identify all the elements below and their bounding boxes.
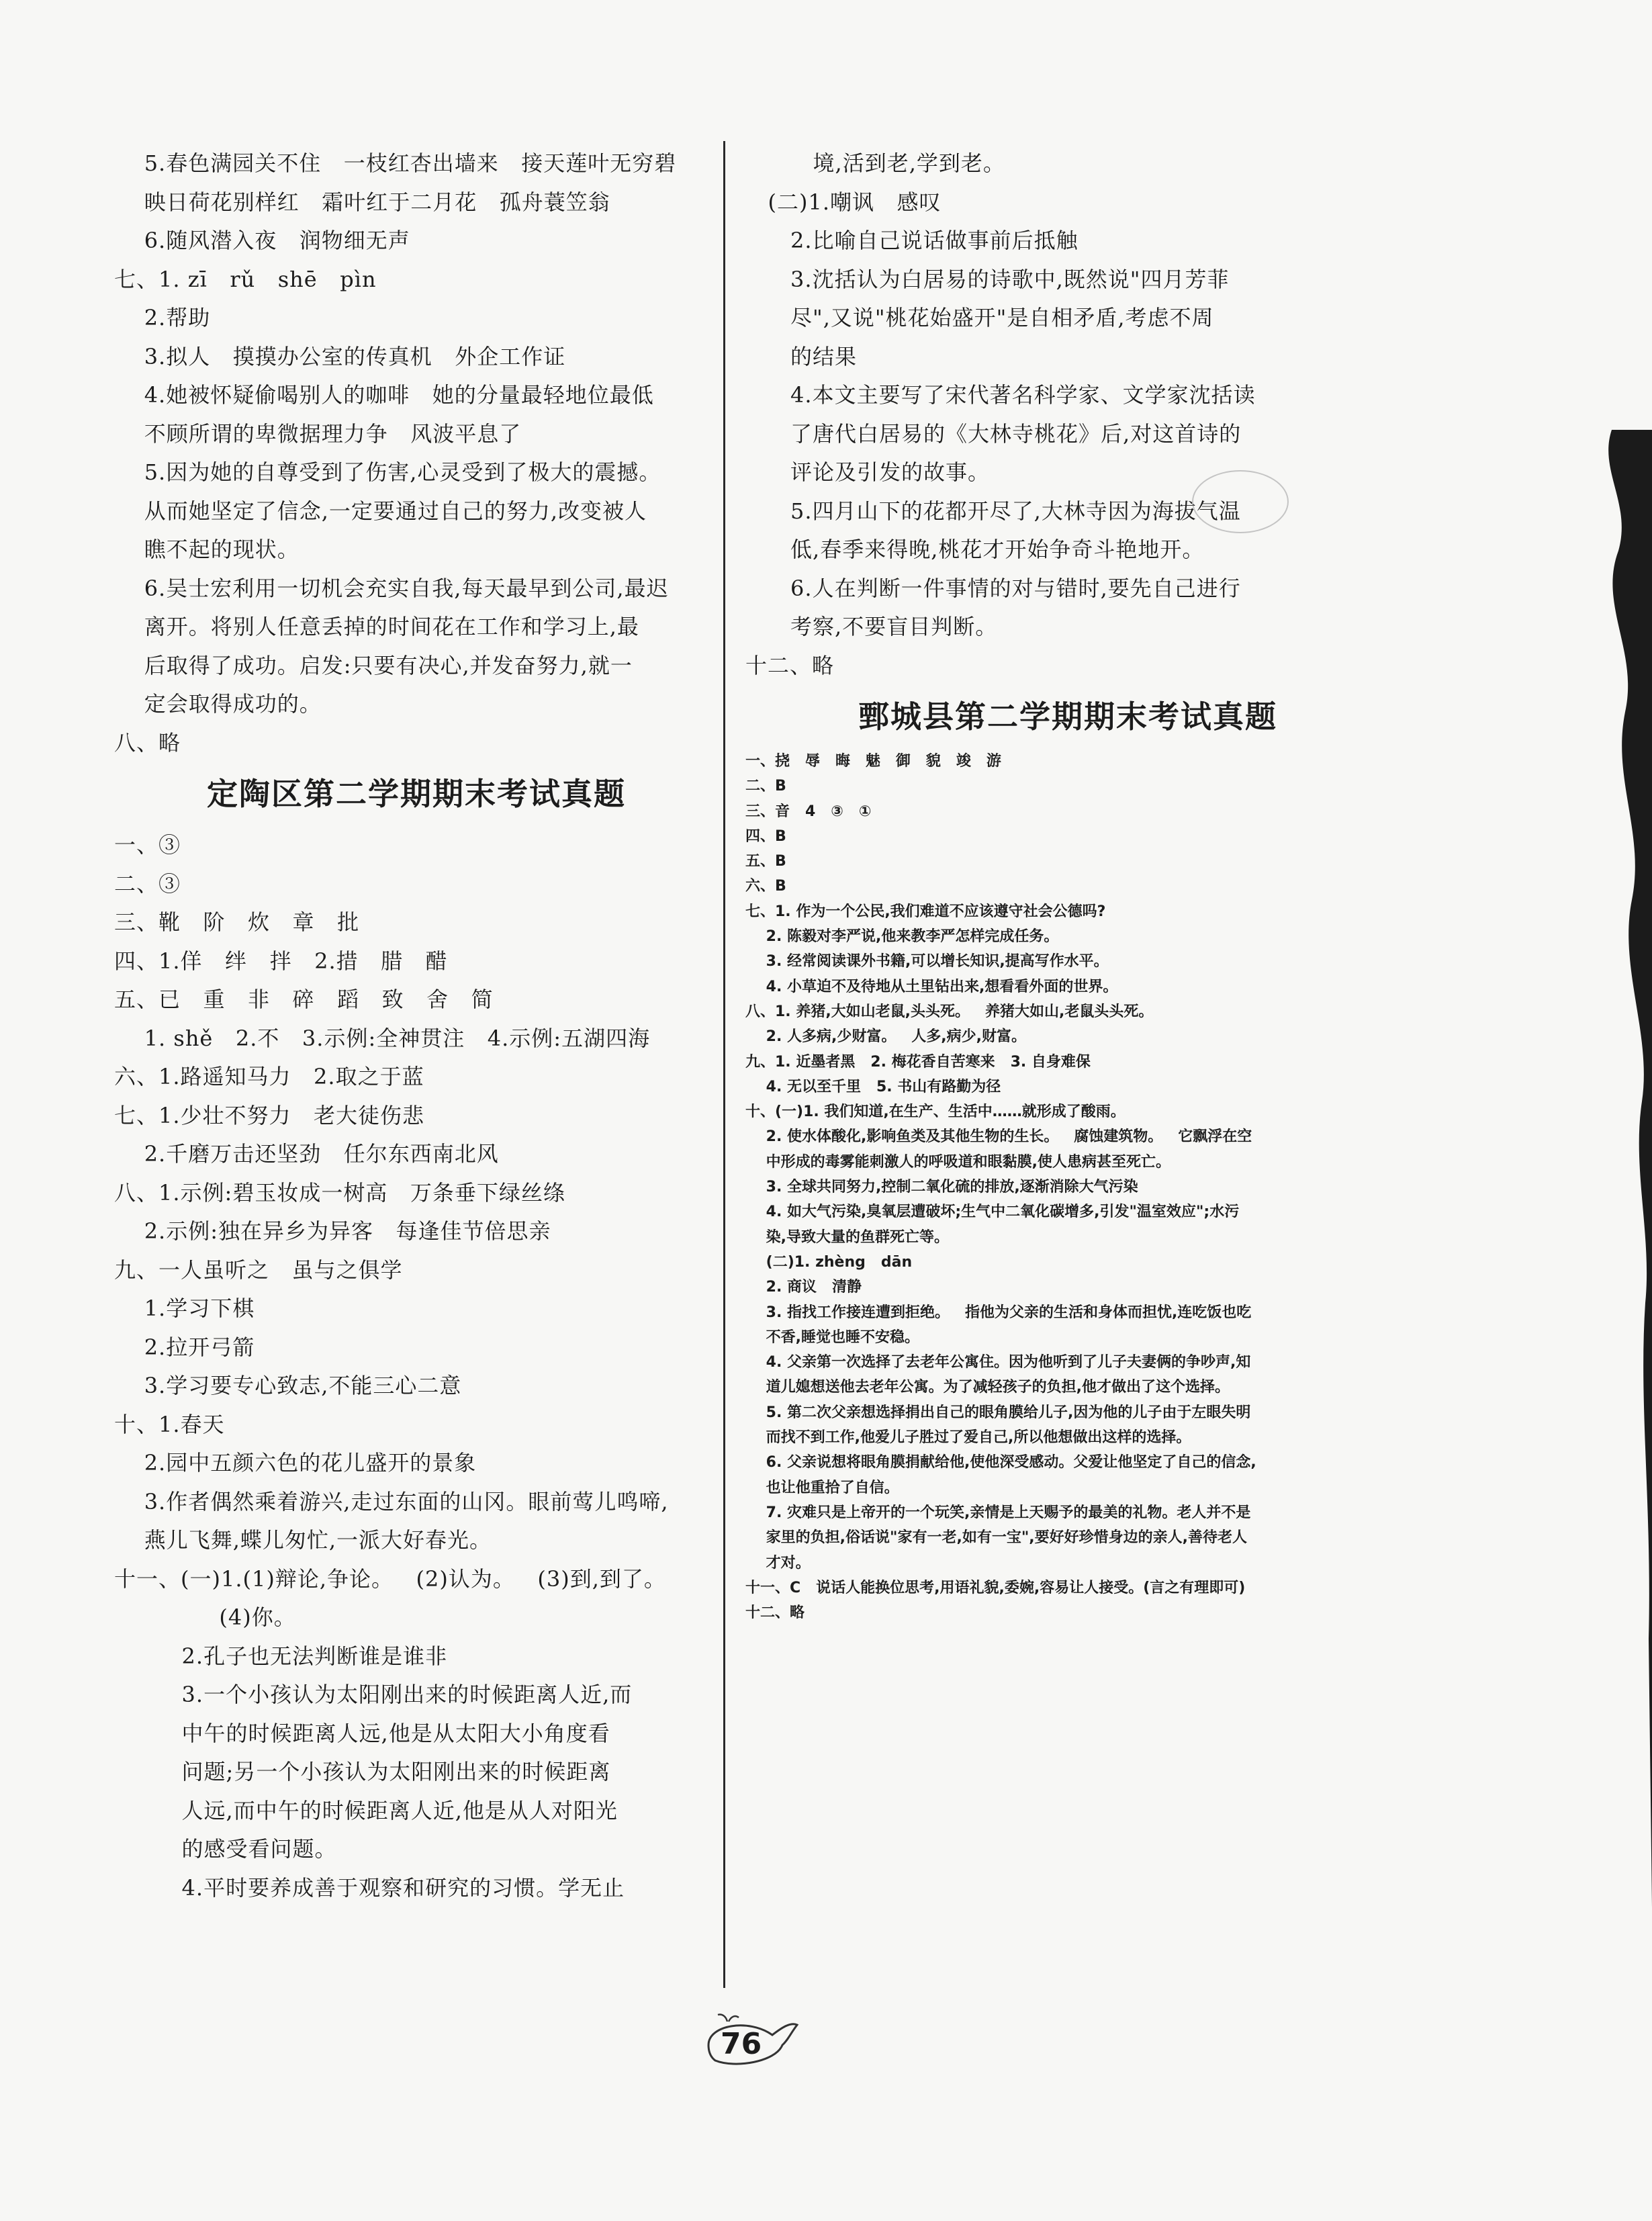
answer-line: 也让他重拾了自信。: [745, 1479, 899, 1496]
answer-line: 二、③: [114, 870, 181, 897]
answer-line: 而找不到工作,他爱儿子胜过了爱自己,所以他想做出这样的选择。: [745, 1429, 1191, 1447]
dingtao-answers: [114, 826, 719, 1907]
answer-line: 2. 陈毅对李严说,他来教李严怎样完成任务。: [745, 928, 1059, 946]
answer-line: 离开。将别人任意丢掉的时间花在工作和学习上,最: [114, 614, 639, 639]
answer-line: 道儿媳想送他去老年公寓。为了减轻孩子的负担,他才做出了这个选择。: [745, 1379, 1230, 1396]
answer-line: 七、1. 作为一个公民,我们难道不应该遵守社会公德吗?: [745, 903, 1106, 920]
answer-line: 4. 无以至千里 5. 书山有路勤为径: [745, 1078, 1001, 1095]
column-divider: [723, 141, 725, 1988]
juancheng-answers: [745, 749, 1390, 1625]
answer-line: 4.本文主要写了宋代著名科学家、文学家沈括读: [745, 382, 1256, 408]
answer-line: 2.帮助: [114, 305, 211, 330]
answer-line: 问题;另一个小孩认为太阳刚出来的时候距离: [114, 1759, 611, 1784]
answer-line: 2.园中五颜六色的花儿盛开的景象: [114, 1450, 477, 1476]
page-number: 76: [721, 2027, 762, 2061]
answer-line: 4. 父亲第一次选择了去老年公寓住。因为他听到了儿子夫妻俩的争吵声,知: [745, 1354, 1251, 1371]
answer-line: 3.沈括认为白居易的诗歌中,既然说"四月芳菲: [745, 266, 1230, 292]
answer-line: 2.孔子也无法判断谁是谁非: [114, 1643, 448, 1669]
answer-line: 十一、(一)1.(1)辩论,争论。 (2)认为。 (3)到,到了。: [114, 1566, 666, 1592]
answer-line: 家里的负担,俗话说"家有一老,如有一宝",要好好珍惜身边的亲人,善待老人: [745, 1529, 1247, 1547]
answer-line: 映日荷花别样红 霜叶红于二月花 孤舟蓑笠翁: [114, 189, 610, 215]
answer-line: (二)1. zhèng dān: [745, 1253, 913, 1271]
answer-line: 4. 小草迫不及待地从土里钻出来,想看看外面的世界。: [745, 978, 1118, 995]
answer-line: 6.吴士宏利用一切机会充实自我,每天最早到公司,最迟: [114, 575, 669, 601]
answer-line: 八、1.示例:碧玉妆成一树高 万条垂下绿丝绦: [114, 1179, 565, 1206]
answer-line: 七、1.少壮不努力 老大徒伤悲: [114, 1102, 425, 1128]
answer-line: 不顾所谓的卑微据理力争 风波平息了: [114, 420, 522, 447]
answer-line: 二、B: [745, 778, 786, 795]
answer-line: 考察,不要盲目判断。: [745, 614, 998, 639]
answer-line: 了唐代白居易的《大林寺桃花》后,对这首诗的: [745, 420, 1242, 447]
faded-stamp: [1192, 470, 1289, 533]
answer-line: 4.平时要养成善于观察和研究的习惯。学无止: [114, 1874, 625, 1901]
answer-line: 6. 父亲说想将眼角膜捐献给他,使他深受感动。父爱让他坚定了自己的信念,: [745, 1454, 1256, 1471]
answer-line: 九、一人虽听之 虽与之俱学: [114, 1257, 403, 1283]
section-title-dingtao: 定陶区第二学期期末考试真题: [207, 776, 626, 812]
answer-line: 不香,睡觉也睡不安稳。: [745, 1328, 919, 1346]
answer-line: 6.人在判断一件事情的对与错时,要先自己进行: [745, 575, 1241, 601]
answer-line: 瞧不起的现状。: [114, 537, 300, 562]
answer-line: 尽",又说"桃花始盛开"是自相矛盾,考虑不周: [745, 305, 1214, 330]
answer-line: 五、B: [745, 853, 786, 870]
answer-line: 5. 第二次父亲想选择捐出自己的眼角膜给儿子,因为他的儿子由于左眼失明: [745, 1404, 1251, 1421]
answer-line: 四、1.佯 绊 拌 2.措 腊 醋: [114, 948, 448, 974]
answer-line: 中形成的毒雾能刺激人的呼吸道和眼黏膜,使人患病甚至死亡。: [745, 1153, 1171, 1171]
answer-line: 的结果: [745, 343, 858, 369]
answer-line: 三、音 4 ③ ①: [745, 803, 872, 820]
answer-line: 7. 灾难只是上帝开的一个玩笑,亲情是上天赐予的最美的礼物。老人并不是: [745, 1504, 1251, 1521]
answer-line: 3.作者偶然乘着游兴,走过东面的山冈。眼前莺儿鸣啼,: [114, 1488, 669, 1514]
answer-line: 一、③: [114, 832, 181, 858]
answer-line: 十二、略: [745, 652, 835, 678]
answer-line: 2.千磨万击还坚劲 任尔东西南北风: [114, 1141, 499, 1167]
answer-line: 一、挠 辱 晦 魅 御 貌 竣 游: [745, 753, 1001, 770]
answer-line: 才对。: [745, 1554, 811, 1572]
answer-line: 3.一个小孩认为太阳刚出来的时候距离人近,而: [114, 1682, 633, 1707]
answer-line: 四、B: [745, 827, 786, 845]
answer-line: 5.四月山下的花都开尽了,大林寺因为海拔气温: [745, 498, 1241, 524]
page-number-badge: [702, 2008, 802, 2072]
answer-line: 的感受看问题。: [114, 1836, 337, 1862]
scan-edge-shadow: [1518, 430, 1652, 1907]
answer-line: 2. 商议 清静: [745, 1279, 862, 1296]
answer-line: 2.比喻自己说话做事前后抵触: [745, 228, 1079, 253]
answer-line: 燕儿飞舞,蝶儿匆忙,一派大好春光。: [114, 1527, 492, 1553]
answer-line: 从而她坚定了信念,一定要通过自己的努力,改变被人: [114, 498, 647, 524]
answer-line: 3. 指找工作接连遭到拒绝。 指他为父亲的生活和身体而担忧,连吃饭也吃: [745, 1304, 1252, 1321]
answer-line: 八、1. 养猪,大如山老鼠,头头死。 养猪大如山,老鼠头头死。: [745, 1003, 1154, 1020]
answer-line: 2.示例:独在异乡为异客 每逢佳节倍思亲: [114, 1218, 551, 1244]
answer-line: 2.拉开弓箭: [114, 1334, 255, 1360]
answer-line: 2. 人多病,少财富。 人多,病少,财富。: [745, 1028, 1027, 1046]
answer-line: 5.因为她的自尊受到了伤害,心灵受到了极大的震撼。: [114, 459, 661, 485]
answer-line: 五、已 重 非 碎 蹈 致 舍 简: [114, 987, 494, 1012]
answer-line: 九、1. 近墨者黑 2. 梅花香自苦寒来 3. 自身难保: [745, 1053, 1091, 1071]
right-top-block: [745, 144, 1390, 685]
answer-line: 染,导致大量的鱼群死亡等。: [745, 1228, 949, 1246]
answer-line: 六、B: [745, 878, 786, 895]
answer-line: 十、(一)1. 我们知道,在生产、生活中……就形成了酸雨。: [745, 1103, 1126, 1121]
answer-line: 七、1. zī rǔ shē pìn: [114, 266, 377, 292]
answer-line: 十一、C 说话人能换位思考,用语礼貌,委婉,容易让人接受。(言之有理即可): [745, 1579, 1246, 1596]
answer-line: (二)1.嘲讽 感叹: [745, 189, 942, 215]
answer-line: 2. 使水体酸化,影响鱼类及其他生物的生长。 腐蚀建筑物。 它飘浮在空: [745, 1128, 1252, 1146]
answer-line: 3. 经常阅读课外书籍,可以增长知识,提高写作水平。: [745, 953, 1109, 970]
answer-line: 4.她被怀疑偷喝别人的咖啡 她的分量最轻地位最低: [114, 382, 654, 408]
answer-line: 十、1.春天: [114, 1411, 225, 1437]
answer-line: 3.拟人 摸摸办公室的传真机 外企工作证: [114, 343, 566, 369]
answer-line: 1. shě 2.不 3.示例:全神贯注 4.示例:五湖四海: [114, 1025, 651, 1051]
right-column: [745, 144, 1390, 1625]
answer-line: 6.随风潜入夜 润物细无声: [114, 228, 410, 253]
answer-line: 中午的时候距离人远,他是从太阳大小角度看: [114, 1720, 610, 1746]
answer-line: 六、1.路遥知马力 2.取之于蓝: [114, 1064, 424, 1089]
answer-line: 三、靴 阶 炊 章 批: [114, 909, 360, 935]
answer-line: 1.学习下棋: [114, 1296, 255, 1321]
answer-line: 人远,而中午的时候距离人近,他是从人对阳光: [114, 1797, 618, 1823]
left-top-block: [114, 144, 719, 762]
answer-line: 低,春季来得晚,桃花才开始争奇斗艳地开。: [745, 537, 1205, 562]
answer-line: (4)你。: [114, 1604, 296, 1630]
answer-line: 5.春色满园关不住 一枝红杏出墙来 接天莲叶无穷碧: [114, 150, 677, 176]
answer-line: 十二、略: [745, 1604, 805, 1622]
left-column: [114, 144, 719, 1907]
section-title-juancheng: 鄄城县第二学期期末考试真题: [858, 698, 1277, 735]
answer-line: 评论及引发的故事。: [745, 459, 991, 485]
answer-line: 定会取得成功的。: [114, 691, 322, 717]
answer-line: 3. 全球共同努力,控制二氧化硫的排放,逐渐消除大气污染: [745, 1179, 1138, 1196]
answer-line: 境,活到老,学到老。: [745, 150, 1005, 176]
answer-line: 八、略: [114, 729, 181, 756]
answer-line: 3.学习要专心致志,不能三心二意: [114, 1373, 462, 1398]
answer-line: 后取得了成功。启发:只要有决心,并发奋努力,就一: [114, 652, 633, 678]
answer-line: 4. 如大气污染,臭氧层遭破坏;生气中二氧化碳增多,引发"温室效应";水污: [745, 1204, 1240, 1221]
